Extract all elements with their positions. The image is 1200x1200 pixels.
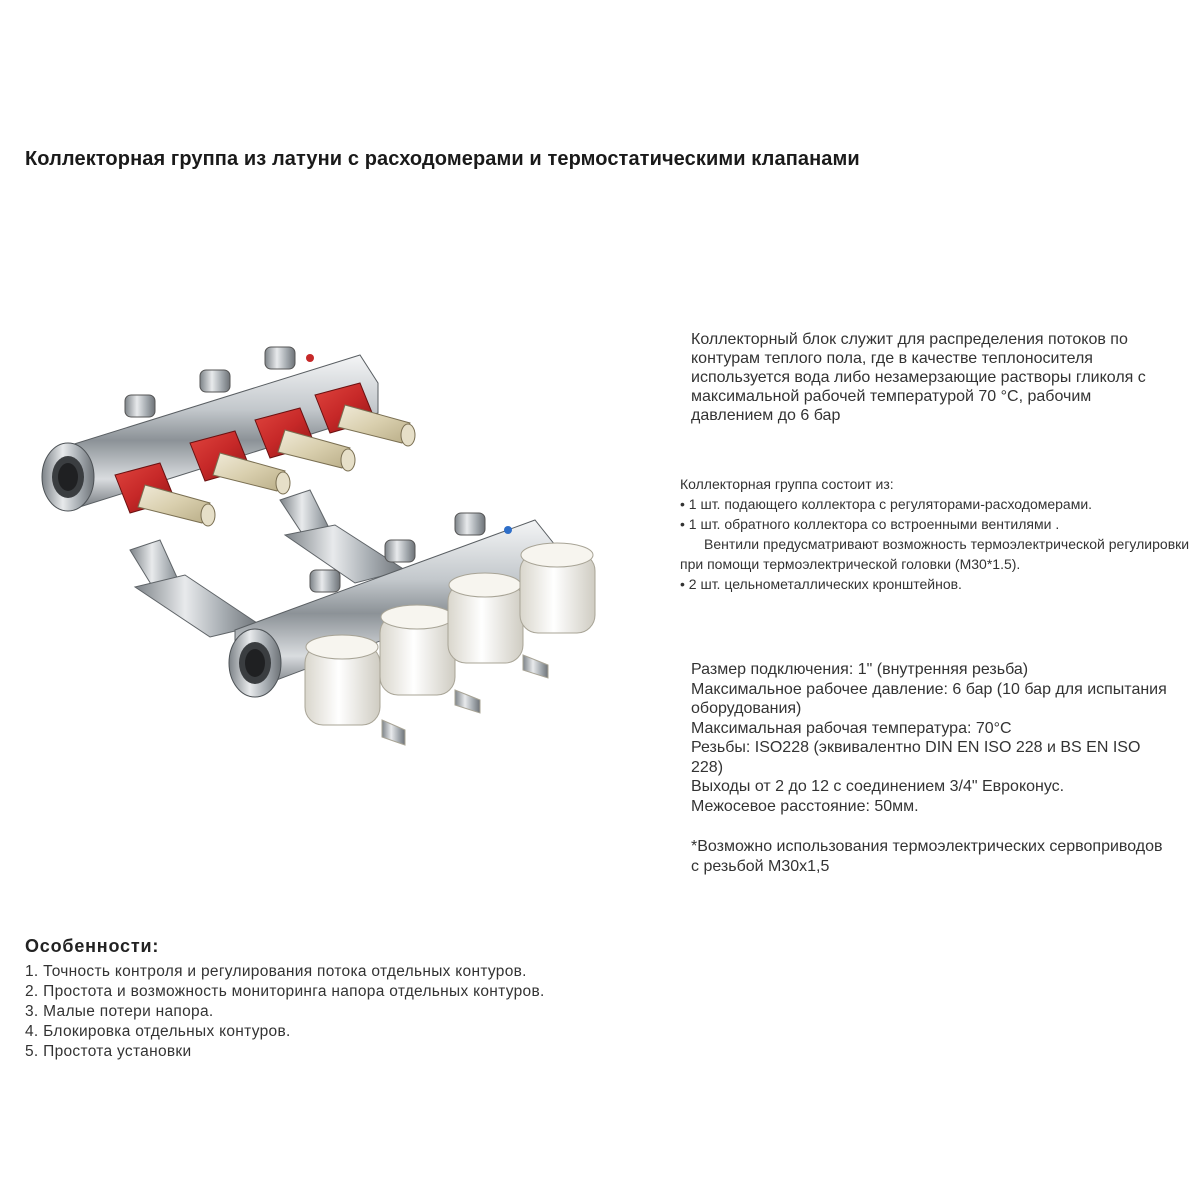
composition-item-continuation: Вентили предусматривают возможность термоэлектрической регулировки [704,536,1190,552]
composition-heading: Коллекторная группа состоит из: [680,476,894,492]
spec-line: Межосевое расстояние: 50мм. [691,797,919,815]
feature-item: 5. Простота установки [25,1043,192,1060]
spec-line: Размер подключения: 1" (внутренняя резьба) [691,661,1029,678]
feature-item: 3. Малые потери напора. [25,1003,214,1020]
manifold-product-image [10,325,680,765]
spec-line: Резьбы: ISO228 (эквивалентно DIN EN ISO 228 и BS EN ISO 228) [691,739,1141,776]
spec-line: Максимальное рабочее давление: 6 бар (10 бар для испытания оборудования) [691,680,1167,717]
features-heading: Особенности: [25,936,160,956]
spec-line: Выходы от 2 до 12 с соединением 3/4" Евроконус. [691,778,1065,795]
composition-item: • 1 шт. подающего коллектора с регуляторами-расходомерами. [680,496,1093,512]
servo-note: *Возможно использования термоэлектрических сервоприводов с резьбой М30х1,5 [691,838,1163,875]
specifications [691,660,1171,816]
composition-item-continuation: при помощи термоэлектрической головки (М30*1.5). [680,556,1021,572]
composition-item: • 1 шт. обратного коллектора со встроенными вентилями . [680,516,1060,532]
feature-item: 4. Блокировка отдельных контуров. [25,1023,291,1040]
feature-item: 1. Точность контроля и регулирования потока отдельных контуров. [25,963,527,980]
features-list [25,962,725,1062]
page-title: Коллекторная группа из латуни с расходомерами и термостатическими клапанами [25,148,860,170]
composition-item: • 2 шт. цельнометаллических кронштейнов. [680,576,962,592]
composition-list [680,474,1195,594]
spec-line: Максимальная рабочая температура: 70°С [691,719,1012,737]
feature-item: 2. Простота и возможность мониторинга напора отдельных контуров. [25,983,545,1000]
product-description: Коллекторный блок служит для распределения потоков по контурам теплого пола, где в качестве теплоносителя используется вода либо незамерзающие растворы гликоля с максимальной рабочей температурой 70 °С, рабочим давлением до 6 бар [691,331,1146,424]
